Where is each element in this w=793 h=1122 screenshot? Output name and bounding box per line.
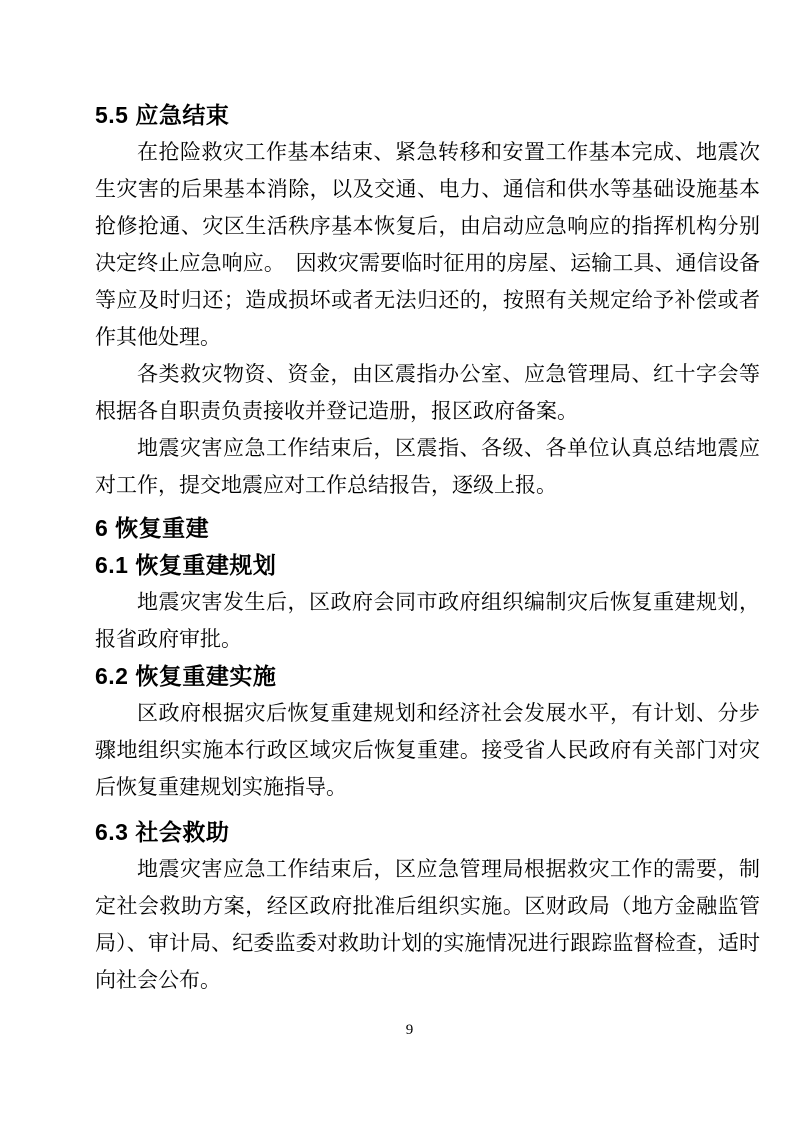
paragraph-emergency-termination: 在抢险救灾工作基本结束、紧急转移和安置工作基本完成、地震次生灾害的后果基本消除，以及交通、电力、通信和供水等基础设施基本抢修抢通、灾区生活秩序基本恢复后，由启动应急响应的指挥机构分别决定终止应急响应。 因救灾需要临时征用的房屋、运输工具、通信设备等应及时归还；造成损坏或者无法归还的，按照有关规定给予补偿或者作其他处理。	[95, 140, 760, 349]
paragraph-summary-report: 地震灾害应急工作结束后，区震指、各级、各单位认真总结地震应对工作，提交地震应对工作总结报告，逐级上报。	[95, 436, 760, 497]
paragraph-relief-supplies-funds: 各类救灾物资、资金，由区震指办公室、应急管理局、红十字会等根据各自职责负责接收并登记造册，报区政府备案。	[95, 362, 760, 423]
page-number: 9	[405, 1022, 414, 1038]
section-heading-6-recovery-reconstruction: 6 恢复重建	[95, 515, 210, 541]
section-heading-6-2-reconstruction-implementation: 6.2 恢复重建实施	[95, 663, 277, 689]
section-heading-6-1-reconstruction-planning: 6.1 恢复重建规划	[95, 552, 277, 578]
paragraph-reconstruction-planning: 地震灾害发生后，区政府会同市政府组织编制灾后恢复重建规划，报省政府审批。	[95, 590, 760, 651]
section-heading-6-3-social-assistance: 6.3 社会救助	[95, 819, 230, 845]
paragraph-reconstruction-implementation: 区政府根据灾后恢复重建规划和经济社会发展水平，有计划、分步骤地组织实施本行政区域灾后恢复重建。接受省人民政府有关部门对灾后恢复重建规划实施指导。	[95, 701, 760, 799]
paragraph-social-assistance: 地震灾害应急工作结束后，区应急管理局根据救灾工作的需要，制定社会救助方案，经区政府批准后组织实施。区财政局（地方金融监管局）、审计局、纪委监委对救助计划的实施情况进行跟踪监督检查，适时向社会公布。	[95, 857, 760, 992]
section-heading-5-5-emergency-termination: 5.5 应急结束	[95, 102, 230, 128]
